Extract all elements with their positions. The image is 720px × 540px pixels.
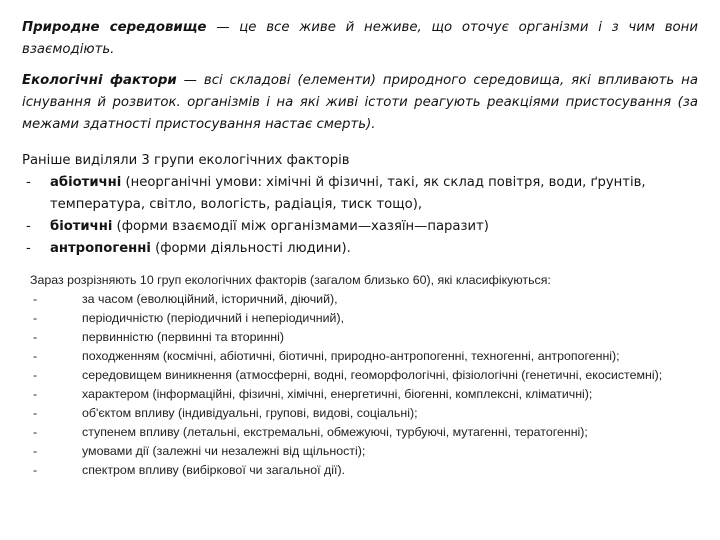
group-text: (неорганічні умови: хімічні й фізичні, такі, як склад повітря, води, ґрунтів, температура, світло, вологість, радіація, тиск тощо),	[50, 175, 646, 212]
definition-text: — всі складові (елементи) природного середовища, які впливають на існування й розвиток. організмів і на які живі істоти реагують реакціями пристосування (за межами здатності пристосування настає смерть).	[22, 73, 698, 132]
list-item	[30, 347, 700, 366]
list-item	[30, 423, 700, 442]
classification-text: спектром впливу (вибіркової чи загальної дії).	[82, 463, 346, 477]
group-term: біотичні	[50, 219, 113, 234]
classification-text: характером (інформаційні, фізичні, хімічні, енергетичні, біогенні, комплексні, кліматичні);	[82, 387, 593, 401]
list-item	[30, 461, 700, 480]
group-text: (форми діяльності людини).	[150, 241, 351, 256]
definition-factors	[22, 70, 698, 136]
list-item	[30, 442, 700, 461]
classification-text: за часом (еволюційний, історичний, діючий),	[82, 292, 338, 306]
earlier-groups-lead: Раніше виділяли 3 групи екологічних факторів	[22, 153, 350, 168]
list-item	[22, 172, 698, 216]
dash-bullet: -	[33, 292, 38, 306]
classification-text: об'єктом впливу (індивідуальні, групові, видові, соціальні);	[82, 406, 418, 420]
definition-text: — це все живе й неживе, що оточує організми і з чим вони взаємодіють.	[22, 20, 699, 57]
classification-text: середовищем виникнення (атмосферні, водні, геоморфологічні, фізіологічні (генетичні, екосистемні);	[82, 368, 663, 382]
list-item	[30, 385, 700, 404]
list-item	[22, 216, 698, 238]
list-item	[30, 328, 700, 347]
definition-environment	[22, 17, 698, 61]
dash-bullet: -	[33, 311, 38, 325]
classification-text: первинністю (первинні та вторинні)	[82, 330, 285, 344]
list-item	[30, 404, 700, 423]
earlier-groups-section	[22, 150, 698, 260]
list-item	[30, 309, 700, 328]
group-term: абіотичні	[50, 175, 122, 190]
dash-bullet: -	[33, 387, 38, 401]
dash-bullet: -	[33, 463, 38, 477]
dash-bullet: -	[33, 368, 38, 382]
dash-bullet: -	[33, 406, 38, 420]
list-item	[30, 290, 700, 309]
dash-bullet: -	[26, 219, 31, 234]
dash-bullet: -	[26, 241, 31, 256]
dash-bullet: -	[33, 425, 38, 439]
dash-bullet: -	[33, 349, 38, 363]
classification-text: періодичністю (періодичний і неперіодичний),	[82, 311, 345, 325]
group-term: антропогенні	[50, 241, 151, 256]
current-groups-section	[30, 271, 700, 480]
dash-bullet: -	[26, 175, 31, 190]
list-item	[30, 366, 700, 385]
classification-text: походженням (космічні, абіотичні, біотичні, природно-антропогенні, техногенні, антропогенні);	[82, 349, 620, 363]
current-groups-lead: Зараз розрізняють 10 груп екологічних факторів (загалом близько 60), які класифікуються:	[30, 273, 551, 287]
current-groups-list	[30, 290, 700, 480]
classification-text: умовами дії (залежні чи незалежні від щільності);	[82, 444, 366, 458]
definition-term: Природне середовище	[22, 20, 207, 35]
dash-bullet: -	[33, 330, 38, 344]
group-text: (форми взаємодії між організмами—хазяїн—паразит)	[112, 219, 489, 234]
list-item	[22, 238, 698, 260]
definition-term: Екологічні фактори	[22, 73, 177, 88]
earlier-groups-list	[22, 172, 698, 260]
dash-bullet: -	[33, 444, 38, 458]
classification-text: ступенем впливу (летальні, екстремальні, обмежуючі, турбуючі, мутагенні, тератогенні);	[82, 425, 588, 439]
